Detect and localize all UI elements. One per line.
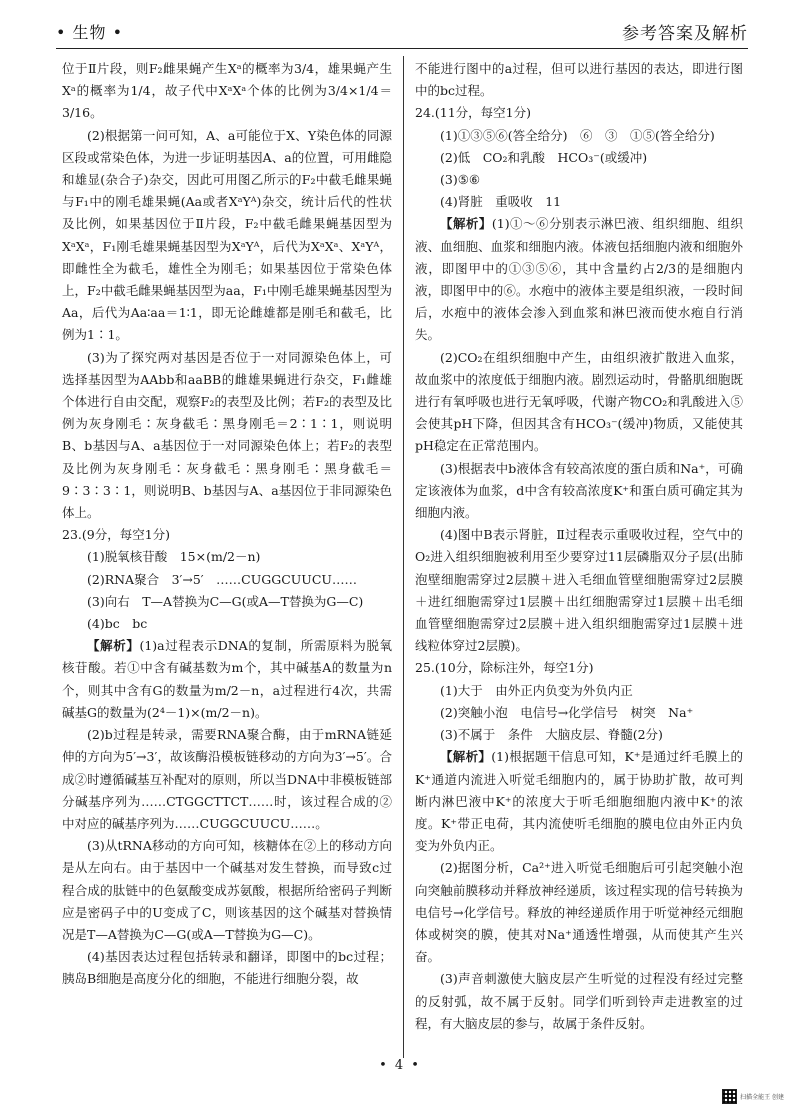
subject-label: • 生物 • (56, 22, 124, 42)
analysis-tag: 【解析】 (87, 638, 140, 654)
paragraph (415, 213, 743, 346)
scanner-watermark (722, 1089, 784, 1104)
question-heading (415, 102, 743, 124)
paragraph-text: (2)突触小泡 电信号→化学信号 树突 Na⁺ (440, 704, 694, 720)
paragraph-text: (2)根据第一问可知，A、a可能位于X、Y染色体的同源区段或常染色体，为进一步证明基因A、a的位置，可用雌隐和雄显(杂合子)杂交，因此可用图乙所示的F₂中截毛雌果蝇与F₁中的刚毛雄果蝇(Aa或者XᵃYᴬ)杂交，统计后代的性状及比例，如果基因位于Ⅱ片段，F₂中截毛雌果蝇基因型为XᵃXᵃ，F₁刚毛雄果蝇基因型为XᵃYᴬ，后代为XᵃXᵃ、XᵃYᴬ，即雌性全为截毛，雄性全为刚毛；如果基因位于常染色体上，F₂中截毛雌果蝇基因型为aa，F₁中刚毛雄果蝇基因型为Aa，后代为Aa∶aa＝1∶1，即无论雌雄都是刚毛和截毛，比例为1∶1。 (62, 127, 392, 343)
paragraph-text: (3)不属于 条件 大脑皮层、脊髓(2分) (440, 727, 663, 743)
paragraph (62, 835, 392, 946)
paragraph-text: (3)声音刺激使大脑皮层产生听觉的过程没有经过完整的反射弧，故不属于反射。同学们听到铃声走进教室的过程，有大脑皮层的参与，故属于条件反射。 (415, 971, 743, 1031)
paragraph-text: (3)从tRNA移动的方向可知，核糖体在②上的移动方向是从左向右。由于基因中一个碱基对发生替换，而导致c过程合成的肽链中的色氨酸变成苏氨酸，根据所给密码子判断应是密码子中的U变成了C，则该基因的这个碱基对替换情况是T—A替换为C—G(或A—T替换为G—C)。 (62, 838, 392, 942)
paragraph-text: (4)bc bc (87, 616, 148, 632)
right-column (415, 58, 743, 1035)
answer-line (62, 591, 392, 613)
paragraph-text: 23.(9分，每空1分) (62, 527, 171, 543)
paragraph-text: (4)图中B表示肾脏，Ⅱ过程表示重吸收过程，空气中的O₂进入组织细胞被利用至少要穿过11层磷脂双分子层(出肺泡壁细胞需穿过2层膜＋进入毛细血管壁细胞需穿过2层膜＋进红细胞需穿过1层膜＋出红细胞需穿过1层膜＋出毛细血管壁细胞需穿过2层膜＋进入组织细胞需穿过1层膜＋进线粒体穿过2层膜)。 (415, 527, 743, 654)
answer-line (415, 191, 743, 213)
paragraph-text: (3)根据表中b液体含有较高浓度的蛋白质和Na⁺，可确定该液体为血浆，d中含有较高浓度K⁺和蛋白质可确定其为细胞内液。 (415, 460, 743, 521)
answer-line (62, 613, 392, 635)
paragraph-text: (3)为了探究两对基因是否位于一对同源染色体上，可选择基因型为AAbb和aaBB的雌雄果蝇进行杂交，F₁雌雄个体进行自由交配，观察F₂的表型及比例；若F₂的表型及比例为灰身刚毛∶灰身截毛∶黑身刚毛＝2∶1∶1，则说明B、b基因与A、a基因位于一对同源染色体上；若F₂的表型及比例为灰身刚毛∶灰身截毛∶黑身刚毛∶黑身截毛＝9∶3∶3∶1，则说明B、b基因与A、a基因位于非同源染色体上。 (62, 349, 392, 521)
answer-line (415, 169, 743, 191)
paragraph-text: (3)向右 T—A替换为C—G(或A—T替换为G—C) (87, 593, 364, 609)
answer-line (415, 147, 743, 169)
paragraph (62, 347, 392, 525)
paragraph-text: 不能进行图中的a过程，但可以进行基因的表达，即进行图中的bc过程。 (415, 61, 743, 99)
column-divider (403, 56, 404, 1058)
analysis-tag: 【解析】 (440, 216, 492, 232)
paragraph-text: 位于Ⅱ片段，则F₂雌果蝇产生Xᵃ的概率为3/4，雄果蝇产生Xᵃ的概率为1/4，故子代中XᵃXᵃ个体的比例为3/4×1/4＝3/16。 (62, 61, 392, 121)
question-heading (62, 524, 392, 546)
page-number: • 4 • (379, 1058, 421, 1073)
paragraph (62, 946, 392, 990)
paragraph-text: (2)RNA聚合 3′→5′ ……CUGGCUUCU…… (87, 571, 357, 587)
scanner-label: 扫描全能王 创建 (740, 1094, 784, 1101)
paragraph (415, 458, 743, 525)
answer-line (415, 680, 743, 702)
paragraph (415, 857, 743, 968)
paragraph-text: (2)b过程是转录，需要RNA聚合酶，由于mRNA链延伸的方向为5′→3′，故该酶沿模板链移动的方向为3′→5′。合成②时遵循碱基互补配对的原则，所以当DNA中非模板链部分碱基序列为……CTGGCTTCT……时，该过程合成的②中对应的碱基序列为……CUGGCUUCU……。 (62, 727, 392, 831)
page-title: 参考答案及解析 (622, 23, 748, 44)
answer-line (62, 546, 392, 568)
question-heading (415, 657, 743, 679)
paragraph-text: (1)脱氧核苷酸 15×(m/2－n) (87, 549, 261, 565)
paragraph-text: 24.(11分，每空1分) (415, 105, 531, 121)
paragraph (62, 125, 392, 347)
paragraph (415, 968, 743, 1035)
paragraph (62, 724, 392, 835)
paragraph-text: (1)a过程表示DNA的复制，所需原料为脱氧核苷酸。若①中含有碱基数为m个，其中碱基A的数量为n个，则其中含有G的数量为m/2－n，a过程进行4次，共需碱基G的数量为(2⁴－1)×(m/2－n)。 (62, 638, 392, 720)
paragraph-text: (4)基因表达过程包括转录和翻译，即图中的bc过程；胰岛B细胞是高度分化的细胞，不能进行细胞分裂，故 (62, 949, 392, 987)
answer-line (62, 569, 392, 591)
paragraph-text: (1)①③⑤⑥(答全给分) ⑥ ③ ①⑤(答全给分) (440, 127, 715, 143)
answer-line (415, 724, 743, 746)
page-header (56, 14, 748, 49)
answer-line (415, 702, 743, 724)
paragraph-text: (1)大于 由外正内负变为外负内正 (440, 682, 633, 698)
analysis-tag: 【解析】 (440, 749, 492, 765)
paragraph (415, 347, 743, 458)
left-column (62, 58, 392, 991)
paragraph-text: (1)根据题干信息可知，K⁺是通过纤毛膜上的K⁺通道内流进入听觉毛细胞内的，属于协助扩散，故可判断内淋巴液中K⁺的浓度大于听毛细胞细胞内液中K⁺的浓度。K⁺带正电荷，其内流使听毛细胞的膜电位由外正内负变为外负内正。 (415, 749, 743, 854)
paragraph (62, 635, 392, 724)
paragraph (415, 524, 743, 657)
paragraph-text: (2)据图分析，Ca²⁺进入听觉毛细胞后可引起突触小泡向突触前膜移动并释放神经递质，该过程实现的信号转换为电信号→化学信号。释放的神经递质作用于听觉神经元细胞体或树突的膜，使其对Na⁺通透性增强，从而使其产生兴奋。 (415, 860, 743, 965)
paragraph-text: (3)⑤⑥ (440, 172, 481, 188)
paragraph-text: 25.(10分，除标注外，每空1分) (415, 660, 594, 676)
paragraph-text: (1)①～⑥分别表示淋巴液、组织细胞、组织液、血细胞、血浆和细胞内液。体液包括细胞内液和细胞外液，即图甲中的①③⑤⑥，其中含量约占2/3的是细胞内液，即图甲中的⑥。水疱中的液体主要是组织液，一段时间后，水疱中的液体会渗入到血浆和淋巴液而使水疱自行消失。 (415, 216, 743, 343)
paragraph (415, 746, 743, 857)
paragraph-text: (2)低 CO₂和乳酸 HCO₃⁻(或缓冲) (440, 149, 648, 165)
paragraph (415, 58, 743, 102)
qr-code-icon (722, 1089, 737, 1104)
paragraph-text: (4)肾脏 重吸收 11 (440, 194, 562, 210)
paragraph-text: (2)CO₂在组织细胞中产生，由组织液扩散进入血浆，故血浆中的浓度低于细胞内液。剧烈运动时，骨骼肌细胞既进行有氧呼吸也进行无氧呼吸，代谢产物CO₂和乳酸进入⑤会使其pH下降，但因其含有HCO₃⁻(缓冲)物质，又能使其pH稳定在正常范围内。 (415, 349, 743, 454)
paragraph (62, 58, 392, 125)
answer-line (415, 125, 743, 147)
